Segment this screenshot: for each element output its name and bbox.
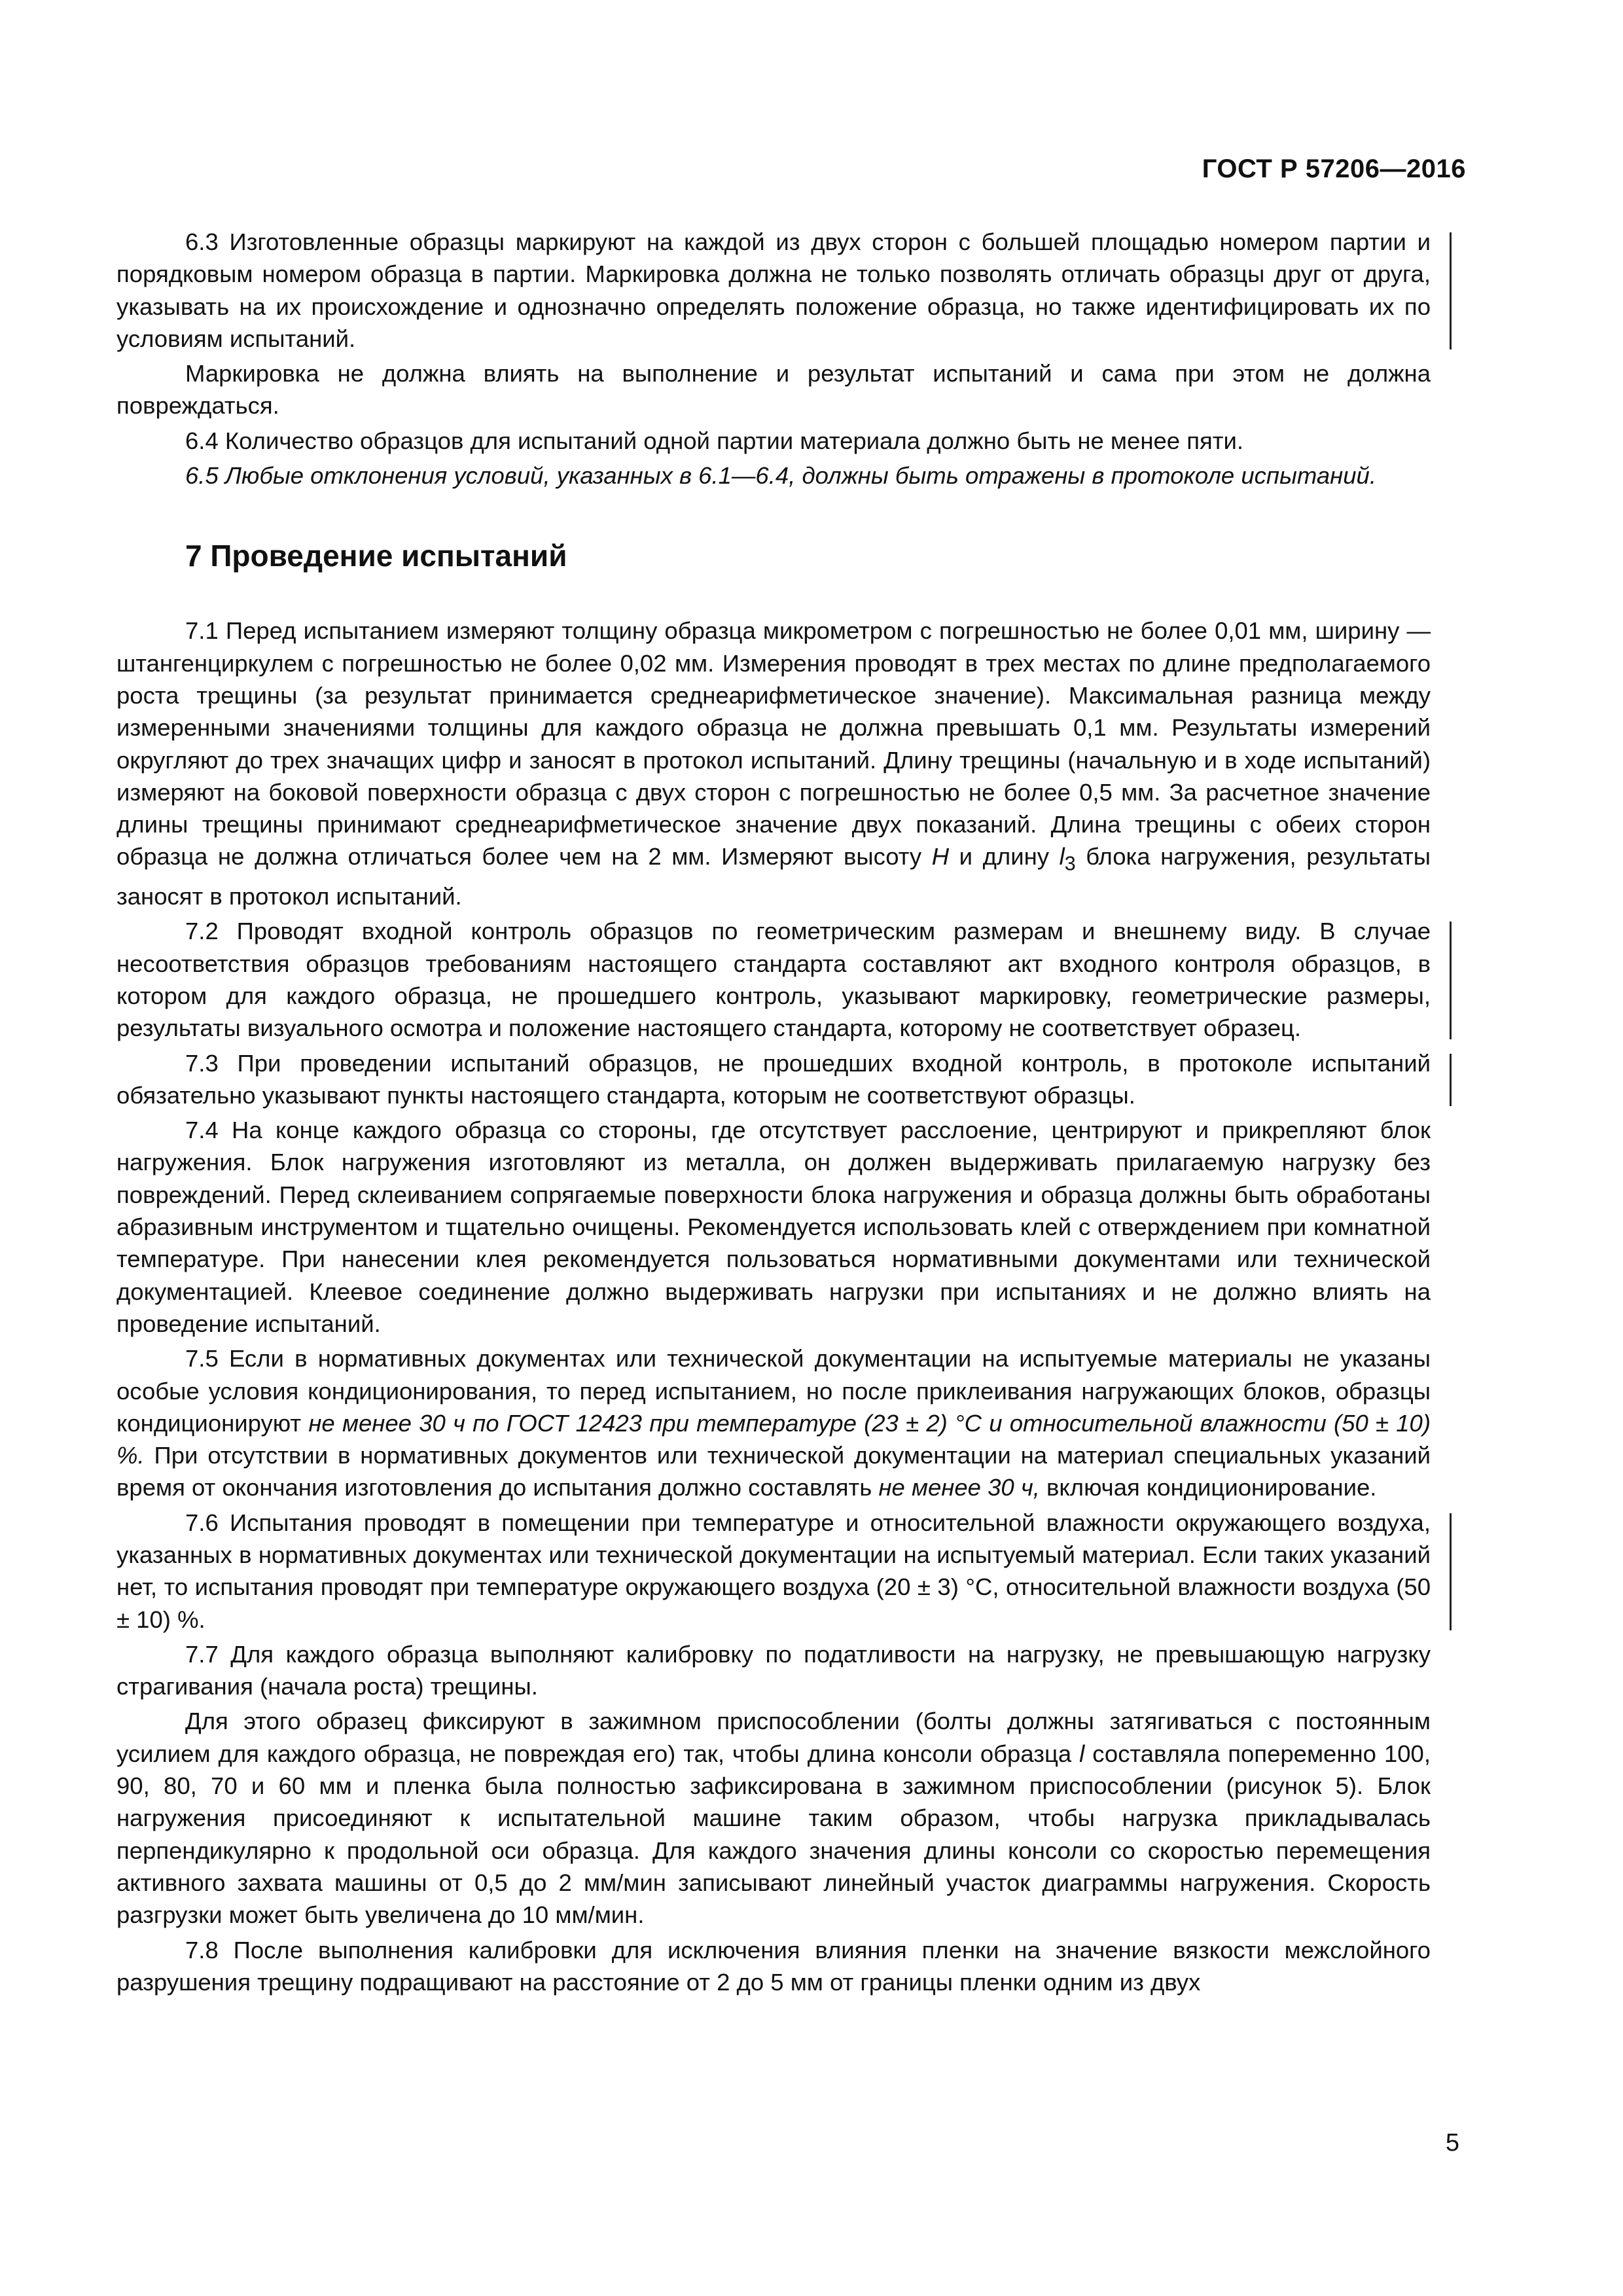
change-bar: [1450, 232, 1452, 350]
section-7-title: 7 Проведение испытаний: [185, 539, 567, 573]
clause-7-5-text-c: включая кондиционирование.: [1039, 1474, 1377, 1501]
clause-7-7b-text-b: составляла попеременно 100, 90, 80, 70 и 60 мм и пленка была полностью зафиксирована в зажимном приспособлении (рисунок 5). Блок нагружения присоединяют к испытательной машине таким образом, чтобы нагрузка прикладывалась перпендикулярно к продольной оси образца. Для каждого значения длины консоли со скоростью перемещения активного захвата машины от 0,5 до 2 мм/мин записывают линейный участок диаграммы нагружения. Скорость разгрузки может быть увеличена до 10 мм/мин.: [116, 1740, 1431, 1929]
clause-7-1-text-b: и длину: [949, 843, 1060, 870]
clause-7-7b-text-a: Для этого образец фиксируют в зажимном приспособлении (болты должны затягиваться с постоянным усилием для каждого образца, не повреждая его) так, чтобы длина консоли образца: [116, 1708, 1431, 1767]
clause-6-5: 6.5 Любые отклонения условий, указанных в 6.1—6.4, должны быть отражены в протоколе испытаний.: [185, 462, 1376, 490]
clause-7-2-text: 7.2 Проводят входной контроль образцов по геометрическим размерам и внешнему виду. В случае несоответствия образцов требованиям настоящего стандарта составляют акт входного контроля образцов, в котором для каждого образца, не прошедшего контроль, указывают маркировку, геометрические размеры, результаты визуального осмотра и положение настоящего стандарта, которому не соответствует образец.: [116, 918, 1431, 1042]
clause-7-5-italic-2: не менее 30 ч,: [878, 1474, 1040, 1501]
clause-7-5-italic-1: не менее 30 ч по ГОСТ 12423 при температуре (23 ± 2) °С и относительной влажности (50 ± 10) %.: [116, 1409, 1431, 1469]
change-bar: [1450, 1054, 1452, 1107]
document-code-header: ГОСТ Р 57206—2016: [1202, 154, 1466, 183]
clause-6-3-text: 6.3 Изготовленные образцы маркируют на каждой из двух сторон с большей площадью номером партии и порядковым номером образца в партии. Маркировка должна не только позволять отличать образцы друг от друга, указывать на их происхождение и однозначно определять положение образца, но также идентифицировать их по условиям испытаний.: [116, 228, 1431, 352]
clause-7-8: 7.8 После выполнения калибровки для исключения влияния пленки на значение вязкости межслойного разрушения трещину подращивают на расстояние от 2 до 5 мм от границы пленки одним из двух: [116, 1936, 1431, 1996]
length-symbol: l: [1059, 843, 1065, 870]
page-content: [116, 226, 1431, 1998]
clause-7-4: 7.4 На конце каждого образца со стороны, где отсутствует расслоение, центрируют и прикрепляют блок нагружения. Блок нагружения изготовляют из металла, он должен выдерживать прилагаемую нагрузку без повреждений. Перед склеиванием сопрягаемые поверхности блока нагружения и образца должны быть обработаны абразивным инструментом и тщательно очищены. Рекомендуется использовать клей с отверждением при комнатной температуре. При нанесении клея рекомендуется пользоваться нормативными документами или технической документацией. Клеевое соединение должно выдерживать нагрузки при испытаниях и не должно влиять на проведение испытаний.: [116, 1117, 1431, 1337]
height-symbol: H: [931, 843, 950, 870]
clause-7-3-text: 7.3 При проведении испытаний образцов, не прошедших входной контроль, в протоколе испытаний обязательно указывают пункты настоящего стандарта, которым не соответствуют образцы.: [116, 1049, 1431, 1109]
clause-7-7: 7.7 Для каждого образца выполняют калибровку по податливости на нагрузку, не превышающую нагрузку страгивания (начала роста) трещины.: [116, 1640, 1431, 1700]
clause-7-1: [116, 615, 1431, 912]
clause-7-1-text-c: блока нагружения, результаты заносят в протокол испытаний.: [116, 843, 1431, 910]
change-bar: [1450, 1513, 1452, 1630]
clause-7-2: [116, 915, 1431, 1044]
clause-6-3-continued: Маркировка не должна влиять на выполнение и результат испытаний и сама при этом не должна повреждаться.: [116, 360, 1431, 420]
clause-6-3: [116, 226, 1431, 355]
change-bar: [1450, 922, 1452, 1039]
clause-7-3: [116, 1047, 1431, 1112]
length-subscript: 3: [1064, 852, 1076, 875]
clause-7-5: [116, 1342, 1431, 1503]
page-number: 5: [1445, 2129, 1459, 2157]
clause-7-1-text-a: 7.1 Перед испытанием измеряют толщину образца микрометром с погрешностью не более 0,01 мм, ширину — штангенциркулем с погрешностью не более 0,02 мм. Измерения проводят в трех местах по длине предполагаемого роста трещины (за результат принимается среднеарифметическое значение). Максимальная разница между измеренными значениями толщины для каждого образца не должна превышать 0,1 мм. Результаты измерений округляют до трех значащих цифр и заносят в протокол испытаний. Длину трещины (начальную и в ходе испытаний) измеряют на боковой поверхности образца с двух сторон с погрешностью не более 0,5 мм. За расчетное значение длины трещины принимают среднеарифметическое значение двух показаний. Длина трещины с обеих сторон образца не должна отличаться более чем на 2 мм. Измеряют высоту: [116, 617, 1431, 870]
clause-7-6-text: 7.6 Испытания проводят в помещении при температуре и относительной влажности окружающего воздуха, указанных в нормативных документах или технической документации на испытуемый материал. Если таких указаний нет, то испытания проводят при температуре окружающего воздуха (20 ± 3) °С, относительной влажности воздуха (50 ± 10) %.: [116, 1509, 1431, 1633]
clause-7-5-text-b: При отсутствии в нормативных документов или технической документации на материал специальных указаний время от окончания изготовления до испытания должно составлять: [116, 1442, 1431, 1501]
clause-7-7-continued: [116, 1705, 1431, 1931]
clause-7-5-text-a: 7.5 Если в нормативных документах или технической документации на испытуемые материалы не указаны особые условия кондиционирования, то перед испытанием, но после приклеивания нагружающих блоков, образцы кондиционируют: [116, 1345, 1431, 1437]
clause-6-4: 6.4 Количество образцов для испытаний одной партии материала должно быть не менее пяти.: [185, 427, 1243, 454]
clause-7-6: [116, 1507, 1431, 1636]
console-length-symbol: l: [1079, 1740, 1085, 1767]
